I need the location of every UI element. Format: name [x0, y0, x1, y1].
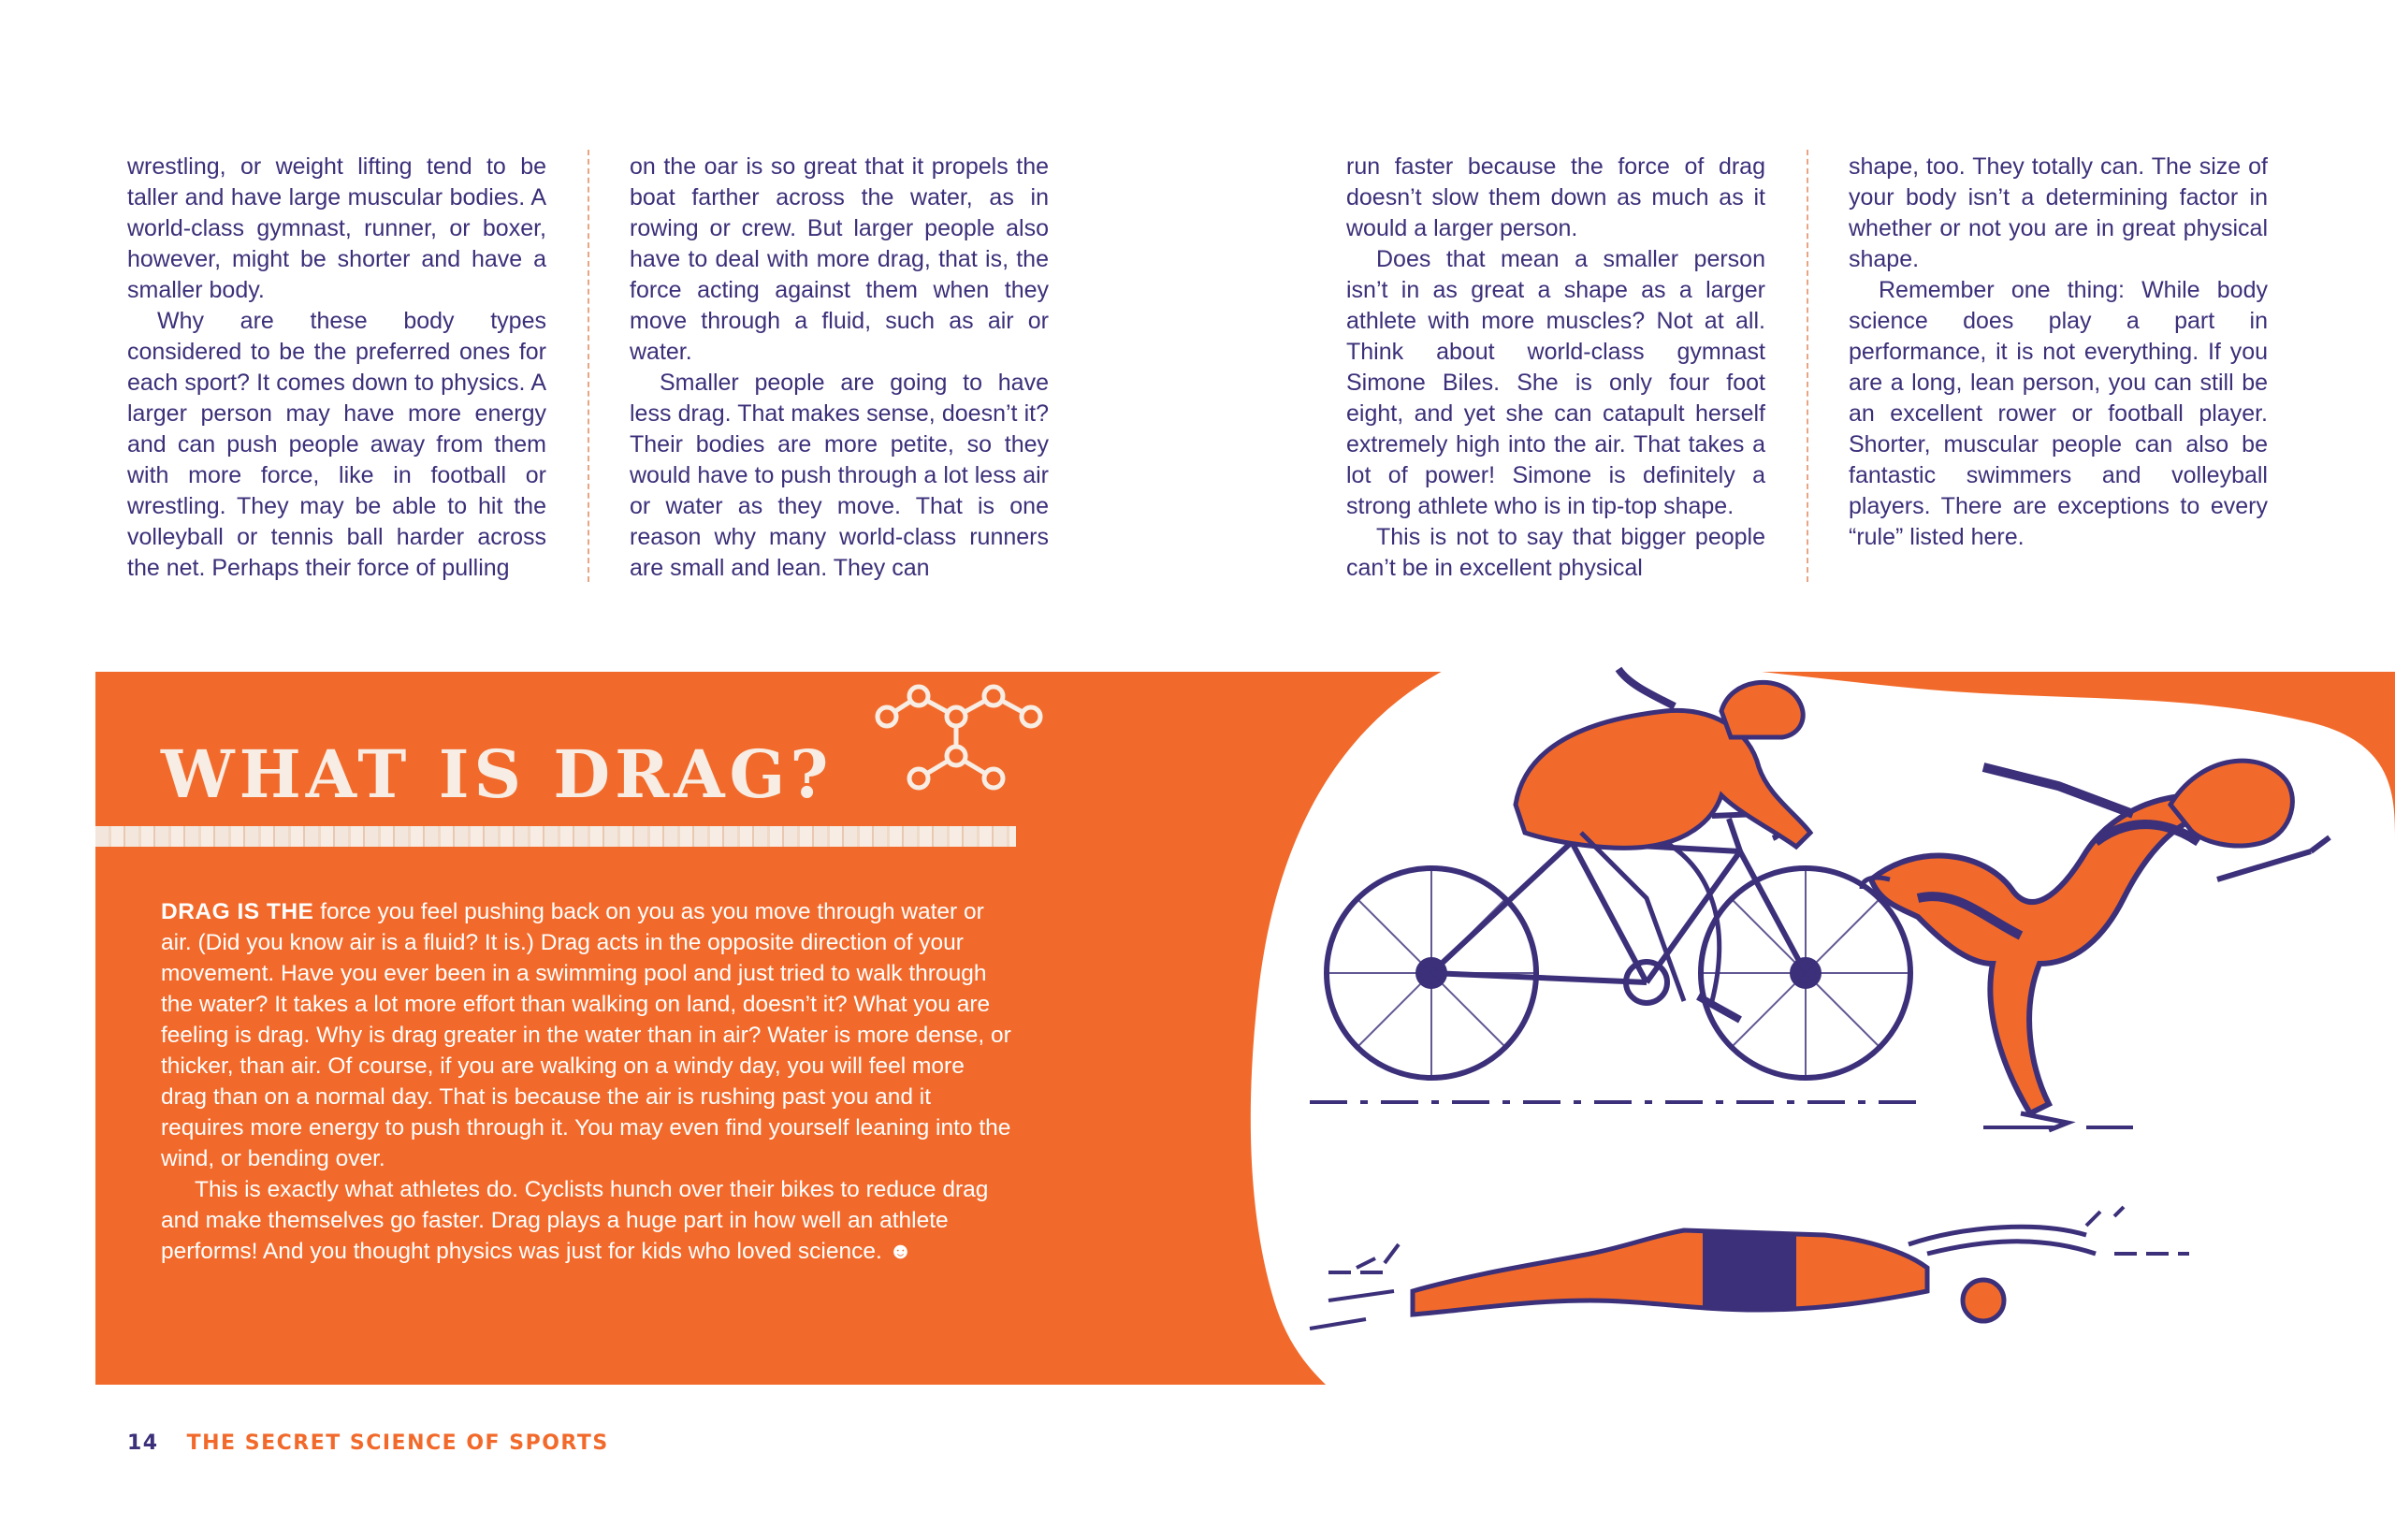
page-number: 14: [127, 1431, 159, 1455]
sidebar-paragraph: [161, 896, 1012, 1174]
paragraph: Remember one thing: While body science does play a part in performance, it is not everything. If you are a long, lean person, you can still be an excellent rower or football player. Shorter, muscular people can also be fantastic swimmers and volleyball players. There are exceptions to every “rule” listed here.: [1849, 277, 2268, 550]
paragraph: Why are these body types considered to be the preferred ones for each sport? It comes down to physics. A larger person may have more energy and can push people away from them with more force, like in football or wrestling. They may be able to hit the volleyball or tennis ball harder across the net. Perhaps their force of pulling: [127, 308, 546, 581]
cyclist-illustration: [1310, 669, 1927, 1102]
paragraph: on the oar is so great that it propels the boat farther across the water, as in rowing or crew. But larger people also have to deal with more drag, that is, the force acting against them when they move through a fluid, such as air or water.: [630, 153, 1049, 365]
sidebar-paragraph-body: force you feel pushing back on you as you move through water or air. (Did you know air is a fluid? It is.) Drag acts in the opposite direction of your movement. Have you ever been in a swimming pool and just tried to walk through the water? It takes a lot more effort than walking on land, doesn’t it? What you are feeling is drag. Why is drag greater in the water than in air? Water is more dense, or thicker, than air. Of course, if you are walking on a windy day, you will feel more drag than on a normal day. That is because the air is rushing past you and it requires more energy to push through it. You may even find yourself leaning into the wind, or bending over.: [161, 899, 1011, 1171]
sidebar-text: [161, 896, 1012, 1267]
title-underline: [95, 826, 1016, 847]
paragraph: run faster because the force of drag doesn’t slow them down as much as it would a larger person.: [1346, 153, 1765, 241]
paragraph: shape, too. They totally can. The size of your body isn’t a determining factor in whether or not you are in great physical shape.: [1849, 153, 2268, 272]
speed-skater-illustration: [1862, 761, 2330, 1130]
book-title: THE SECRET SCIENCE OF SPORTS: [186, 1431, 609, 1455]
paragraph: wrestling, or weight lifting tend to be taller and have large muscular bodies. A world-class gymnast, runner, or boxer, however, might be shorter and have a smaller body.: [127, 153, 546, 303]
swimmer-illustration: [1310, 1207, 2189, 1329]
page-footer: [127, 1431, 609, 1455]
sidebar-paragraph: This is exactly what athletes do. Cyclists hunch over their bikes to reduce drag and make themselves go faster. Drag plays a huge part in how well an athlete performs! And you thought physics was just for kids who loved science. ☻: [161, 1177, 989, 1264]
sidebar-title: WHAT IS DRAG?: [161, 735, 834, 813]
paragraph: Smaller people are going to have less drag. That makes sense, doesn’t it? Their bodies are more petite, so they would have to push through a lot less air or water as they move. That is one reason why many world-class runners are small and lean. They can: [630, 370, 1049, 581]
athlete-illustrations: [1272, 655, 2395, 1366]
paragraph: This is not to say that bigger people can’t be in excellent physical: [1346, 524, 1765, 581]
paragraph: Does that mean a smaller person isn’t in as great a shape as a larger athlete with more muscles? Not at all. Think about world-class gymnast Simone Biles. She is only four foot eight, and yet she can catapult herself extremely high into the air. That takes a lot of power! Simone is definitely a strong athlete who is in tip-top shape.: [1346, 246, 1765, 519]
molecule-icon: [866, 676, 1072, 801]
sidebar-lead-in: DRAG IS THE: [161, 899, 314, 924]
